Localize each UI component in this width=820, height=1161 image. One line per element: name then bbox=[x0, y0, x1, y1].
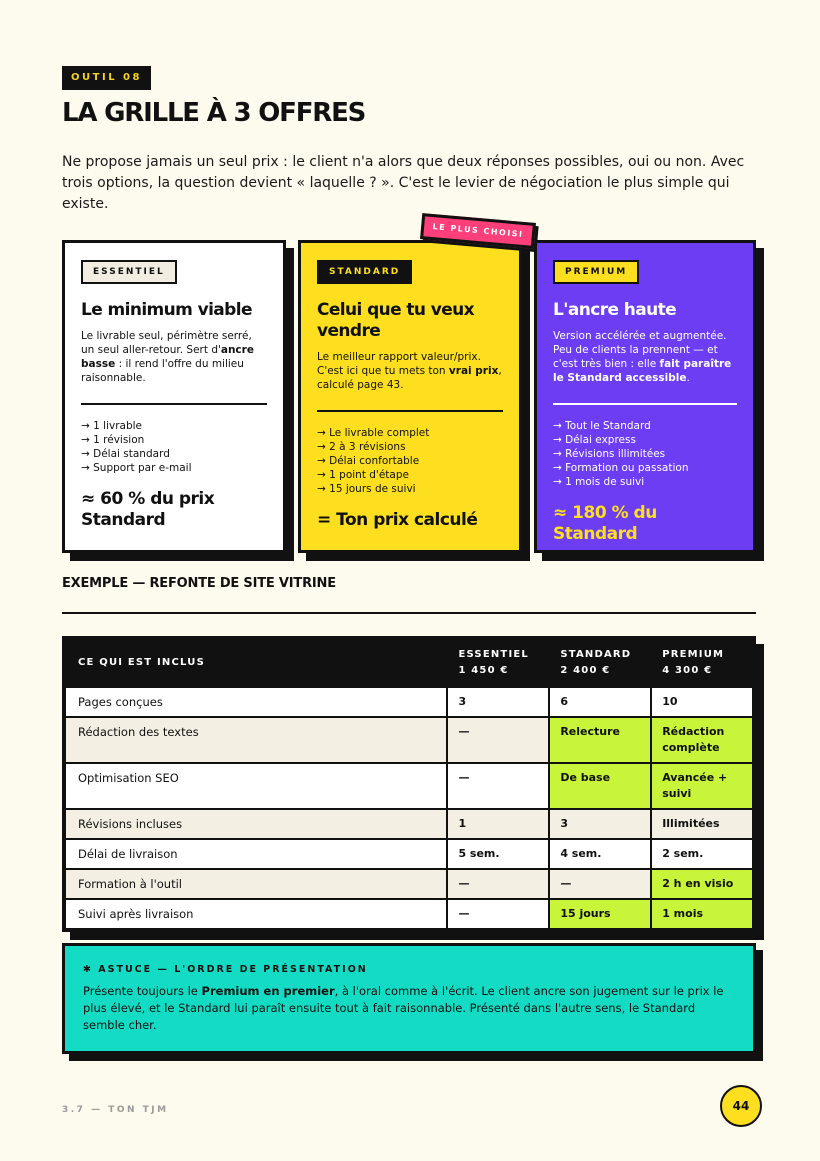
row-label: Suivi après livraison bbox=[65, 899, 447, 929]
table-header-row bbox=[65, 639, 753, 687]
feature-item: → Tout le Standard bbox=[553, 420, 651, 432]
table-cell: Avancée + suivi bbox=[651, 763, 753, 809]
feature-item: → 1 livrable bbox=[81, 420, 142, 432]
comparison-table bbox=[62, 636, 756, 932]
table-row bbox=[65, 839, 753, 869]
page-title: LA GRILLE À 3 OFFRES bbox=[62, 98, 366, 128]
table-cell: 2 h en visio bbox=[651, 869, 753, 899]
feature-item: → 15 jours de suivi bbox=[317, 483, 416, 495]
feature-item: → 1 mois de suivi bbox=[553, 476, 645, 488]
divider bbox=[553, 403, 737, 405]
page-number: 44 bbox=[720, 1085, 762, 1127]
table-cell: 6 bbox=[549, 687, 651, 717]
most-chosen-ribbon: LE PLUS CHOISI bbox=[420, 213, 536, 249]
table-cell: — bbox=[447, 717, 549, 763]
offer-description: Le meilleur rapport valeur/prix. C'est ici que tu mets ton vrai prix, calculé page 43. bbox=[317, 351, 502, 391]
example-heading: EXEMPLE — REFONTE DE SITE VITRINE bbox=[62, 576, 336, 591]
feature-item: → Formation ou passation bbox=[553, 462, 689, 474]
table-cell: — bbox=[447, 869, 549, 899]
offer-card-premium bbox=[534, 240, 756, 553]
footer-section-label: 3.7 — TON TJM bbox=[62, 1105, 169, 1115]
table-cell: 1 mois bbox=[651, 899, 753, 929]
row-label: Optimisation SEO bbox=[65, 763, 447, 809]
feature-item: → Le livrable complet bbox=[317, 427, 430, 439]
feature-item: → 2 à 3 révisions bbox=[317, 441, 406, 453]
feature-list bbox=[81, 419, 267, 475]
table-cell: — bbox=[549, 869, 651, 899]
row-label: Révisions incluses bbox=[65, 809, 447, 839]
table-cell: Illimitées bbox=[651, 809, 753, 839]
offer-description: Le livrable seul, périmètre serré, un seul aller-retour. Sert d'ancre basse : il rend l'offre du milieu raisonnable. bbox=[81, 330, 254, 384]
feature-item: → 1 point d'étape bbox=[317, 469, 409, 481]
tip-body: Présente toujours le Premium en premier, à l'oral comme à l'écrit. Le client ancre son jugement sur le prix le plus élevé, et le Standard lui paraît ensuite tout à fait raisonnable. Présenté dans l'autre sens, le Standard semble cher. bbox=[83, 984, 724, 1032]
column-header: CE QUI EST INCLUS bbox=[65, 639, 447, 687]
table-row bbox=[65, 869, 753, 899]
table-row bbox=[65, 763, 753, 809]
feature-list bbox=[317, 426, 503, 496]
feature-list bbox=[553, 419, 737, 489]
table-cell: — bbox=[447, 899, 549, 929]
tip-box bbox=[62, 943, 756, 1054]
table-cell: 3 bbox=[549, 809, 651, 839]
feature-item: → Délai standard bbox=[81, 448, 170, 460]
table-cell: 5 sem. bbox=[447, 839, 549, 869]
feature-item: → Délai confortable bbox=[317, 455, 420, 467]
table-row bbox=[65, 809, 753, 839]
offer-card-essentiel bbox=[62, 240, 286, 553]
table-cell: 3 bbox=[447, 687, 549, 717]
feature-item: → Support par e-mail bbox=[81, 462, 192, 474]
table-row bbox=[65, 717, 753, 763]
offer-description: Version accélérée et augmentée. Peu de clients la prennent — et c'est très bien : elle fait paraître le Standard accessible. bbox=[553, 330, 732, 384]
offer-title: Celui que tu veux vendre bbox=[317, 300, 475, 341]
tool-tag: OUTIL 08 bbox=[62, 66, 151, 90]
divider bbox=[62, 612, 756, 614]
table-cell: 1 bbox=[447, 809, 549, 839]
row-label: Formation à l'outil bbox=[65, 869, 447, 899]
feature-item: → Délai express bbox=[553, 434, 636, 446]
table-row bbox=[65, 899, 753, 929]
row-label: Délai de livraison bbox=[65, 839, 447, 869]
table-cell: 10 bbox=[651, 687, 753, 717]
offer-title: L'ancre haute bbox=[553, 300, 677, 320]
offer-badge: STANDARD bbox=[317, 260, 412, 284]
feature-item: → Révisions illimitées bbox=[553, 448, 666, 460]
row-label: Rédaction des textes bbox=[65, 717, 447, 763]
column-header: ESSENTIEL 1 450 € bbox=[447, 639, 549, 687]
table-cell: Rédaction complète bbox=[651, 717, 753, 763]
table-cell: Relecture bbox=[549, 717, 651, 763]
column-header: STANDARD 2 400 € bbox=[549, 639, 651, 687]
offer-price: = Ton prix calculé bbox=[317, 510, 478, 530]
offer-title: Le minimum viable bbox=[81, 300, 252, 320]
intro-paragraph: Ne propose jamais un seul prix : le client n'a alors que deux réponses possibles, oui ou non. Avec trois options, la question devient « laquelle ? ». C'est le levier de négociation le plus simple qui existe. bbox=[62, 154, 745, 212]
table-cell: 2 sem. bbox=[651, 839, 753, 869]
table-row bbox=[65, 687, 753, 717]
offer-badge: PREMIUM bbox=[553, 260, 639, 284]
table-cell: — bbox=[447, 763, 549, 809]
tip-heading: ✱ ASTUCE — L'ORDRE DE PRÉSENTATION bbox=[83, 964, 368, 975]
offer-card-standard bbox=[298, 240, 522, 553]
offer-badge: ESSENTIEL bbox=[81, 260, 177, 284]
feature-item: → 1 révision bbox=[81, 434, 145, 446]
row-label: Pages conçues bbox=[65, 687, 447, 717]
offer-price: ≈ 60 % du prix Standard bbox=[81, 489, 215, 530]
table-cell: 15 jours bbox=[549, 899, 651, 929]
table-cell: De base bbox=[549, 763, 651, 809]
table-cell: 4 sem. bbox=[549, 839, 651, 869]
divider bbox=[81, 403, 267, 405]
offer-price: ≈ 180 % du Standard bbox=[553, 503, 657, 544]
column-header: PREMIUM 4 300 € bbox=[651, 639, 753, 687]
divider bbox=[317, 410, 503, 412]
